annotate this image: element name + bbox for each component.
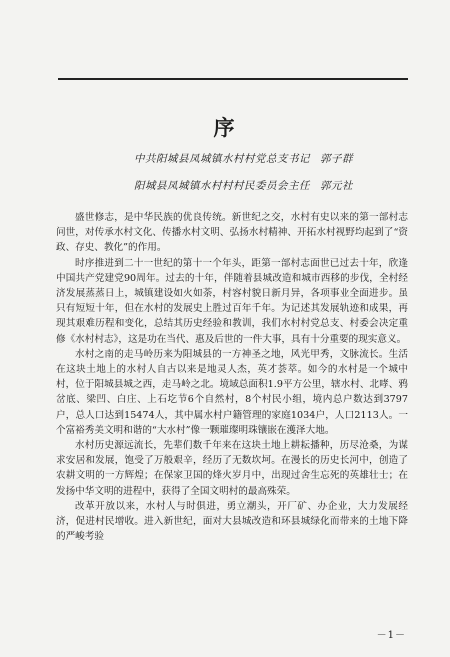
- byline-name: 郭元社: [320, 180, 353, 192]
- header-rule: [58, 78, 408, 80]
- preface-body: [56, 210, 408, 544]
- paragraph: 盛世修志，是中华民族的优良传统。新世纪之交，水村有史以来的第一部村志问世，对传承水村文化、传播水村文明、弘扬水村精神、开拓水村视野均起到了“资政、存史、教化”的作用。: [56, 212, 408, 254]
- paragraph: 水村之南的走马岭历来为阳城县的一方神圣之地，风光甲秀，文脉流长。生活在这块土地上的水村人自古以来是地灵人杰，英才荟萃。如今的水村是一个城中村，位于阳城县城之西，走马岭之北。境域总面积1.9平方公里，辖水村、北哮、鸦岔底、梁凹、白庄、上石圪节6个自然村，8个村民小组，境内总户数达到3797户，总人口达到15474人，其中属水村户籍管理的家庭1034户，人口2113人。一个富裕秀美文明和谐的“大水村”像一颗璀璨明珠镶嵌在濩泽大地。: [56, 348, 408, 436]
- paragraph: 水村历史源远流长，先辈们数千年来在这块土地上耕耘播种，历尽沧桑，为谋求安居和发展，饱受了万般艰辛，经历了无数坎坷。在漫长的历史长河中，创造了农耕文明的一方辉煌；在保家卫国的烽火岁月中，出现过舍生忘死的英雄壮士；在发扬中华文明的进程中，获得了全国文明村的最高殊荣。: [56, 440, 408, 497]
- byline-secretary: [134, 151, 353, 166]
- byline-role: 中共阳城县凤城镇水村村党总支书记: [134, 153, 310, 165]
- byline-director: [134, 178, 353, 193]
- page-title: 序: [213, 115, 237, 140]
- paragraph: 改革开放以来，水村人与时俱进，勇立潮头，开厂矿、办企业，大力发展经济，促进村民增收。进入新世纪，面对大县城改造和环县城绿化而带来的土地下降的严峻考验: [56, 500, 408, 543]
- byline-role: 阳城县凤城镇水村村村民委员会主任: [134, 180, 310, 192]
- paragraph: 时序推进到二十一世纪的第十一个年头，距第一部村志面世已过去十年，欣逢中国共产党建党90周年。过去的十年，伴随着县城改造和城市西移的步伐，全村经济发展蒸蒸日上，城镇建设如火如荼，村容村貌日新月异，各项事业全面进步。虽只有短短十年，但在水村的发展史上胜过百年千年。为记述其发展轨迹和成果，再现其艰难历程和变化，总结其历史经验和教训，我们水村村党总支、村委会决定重修《水村村志》，这是功在当代、惠及后世的一件大事，具有十分重要的现实意义。: [56, 257, 408, 345]
- byline-name: 郭子群: [320, 153, 353, 165]
- page-number: －1－: [376, 630, 406, 641]
